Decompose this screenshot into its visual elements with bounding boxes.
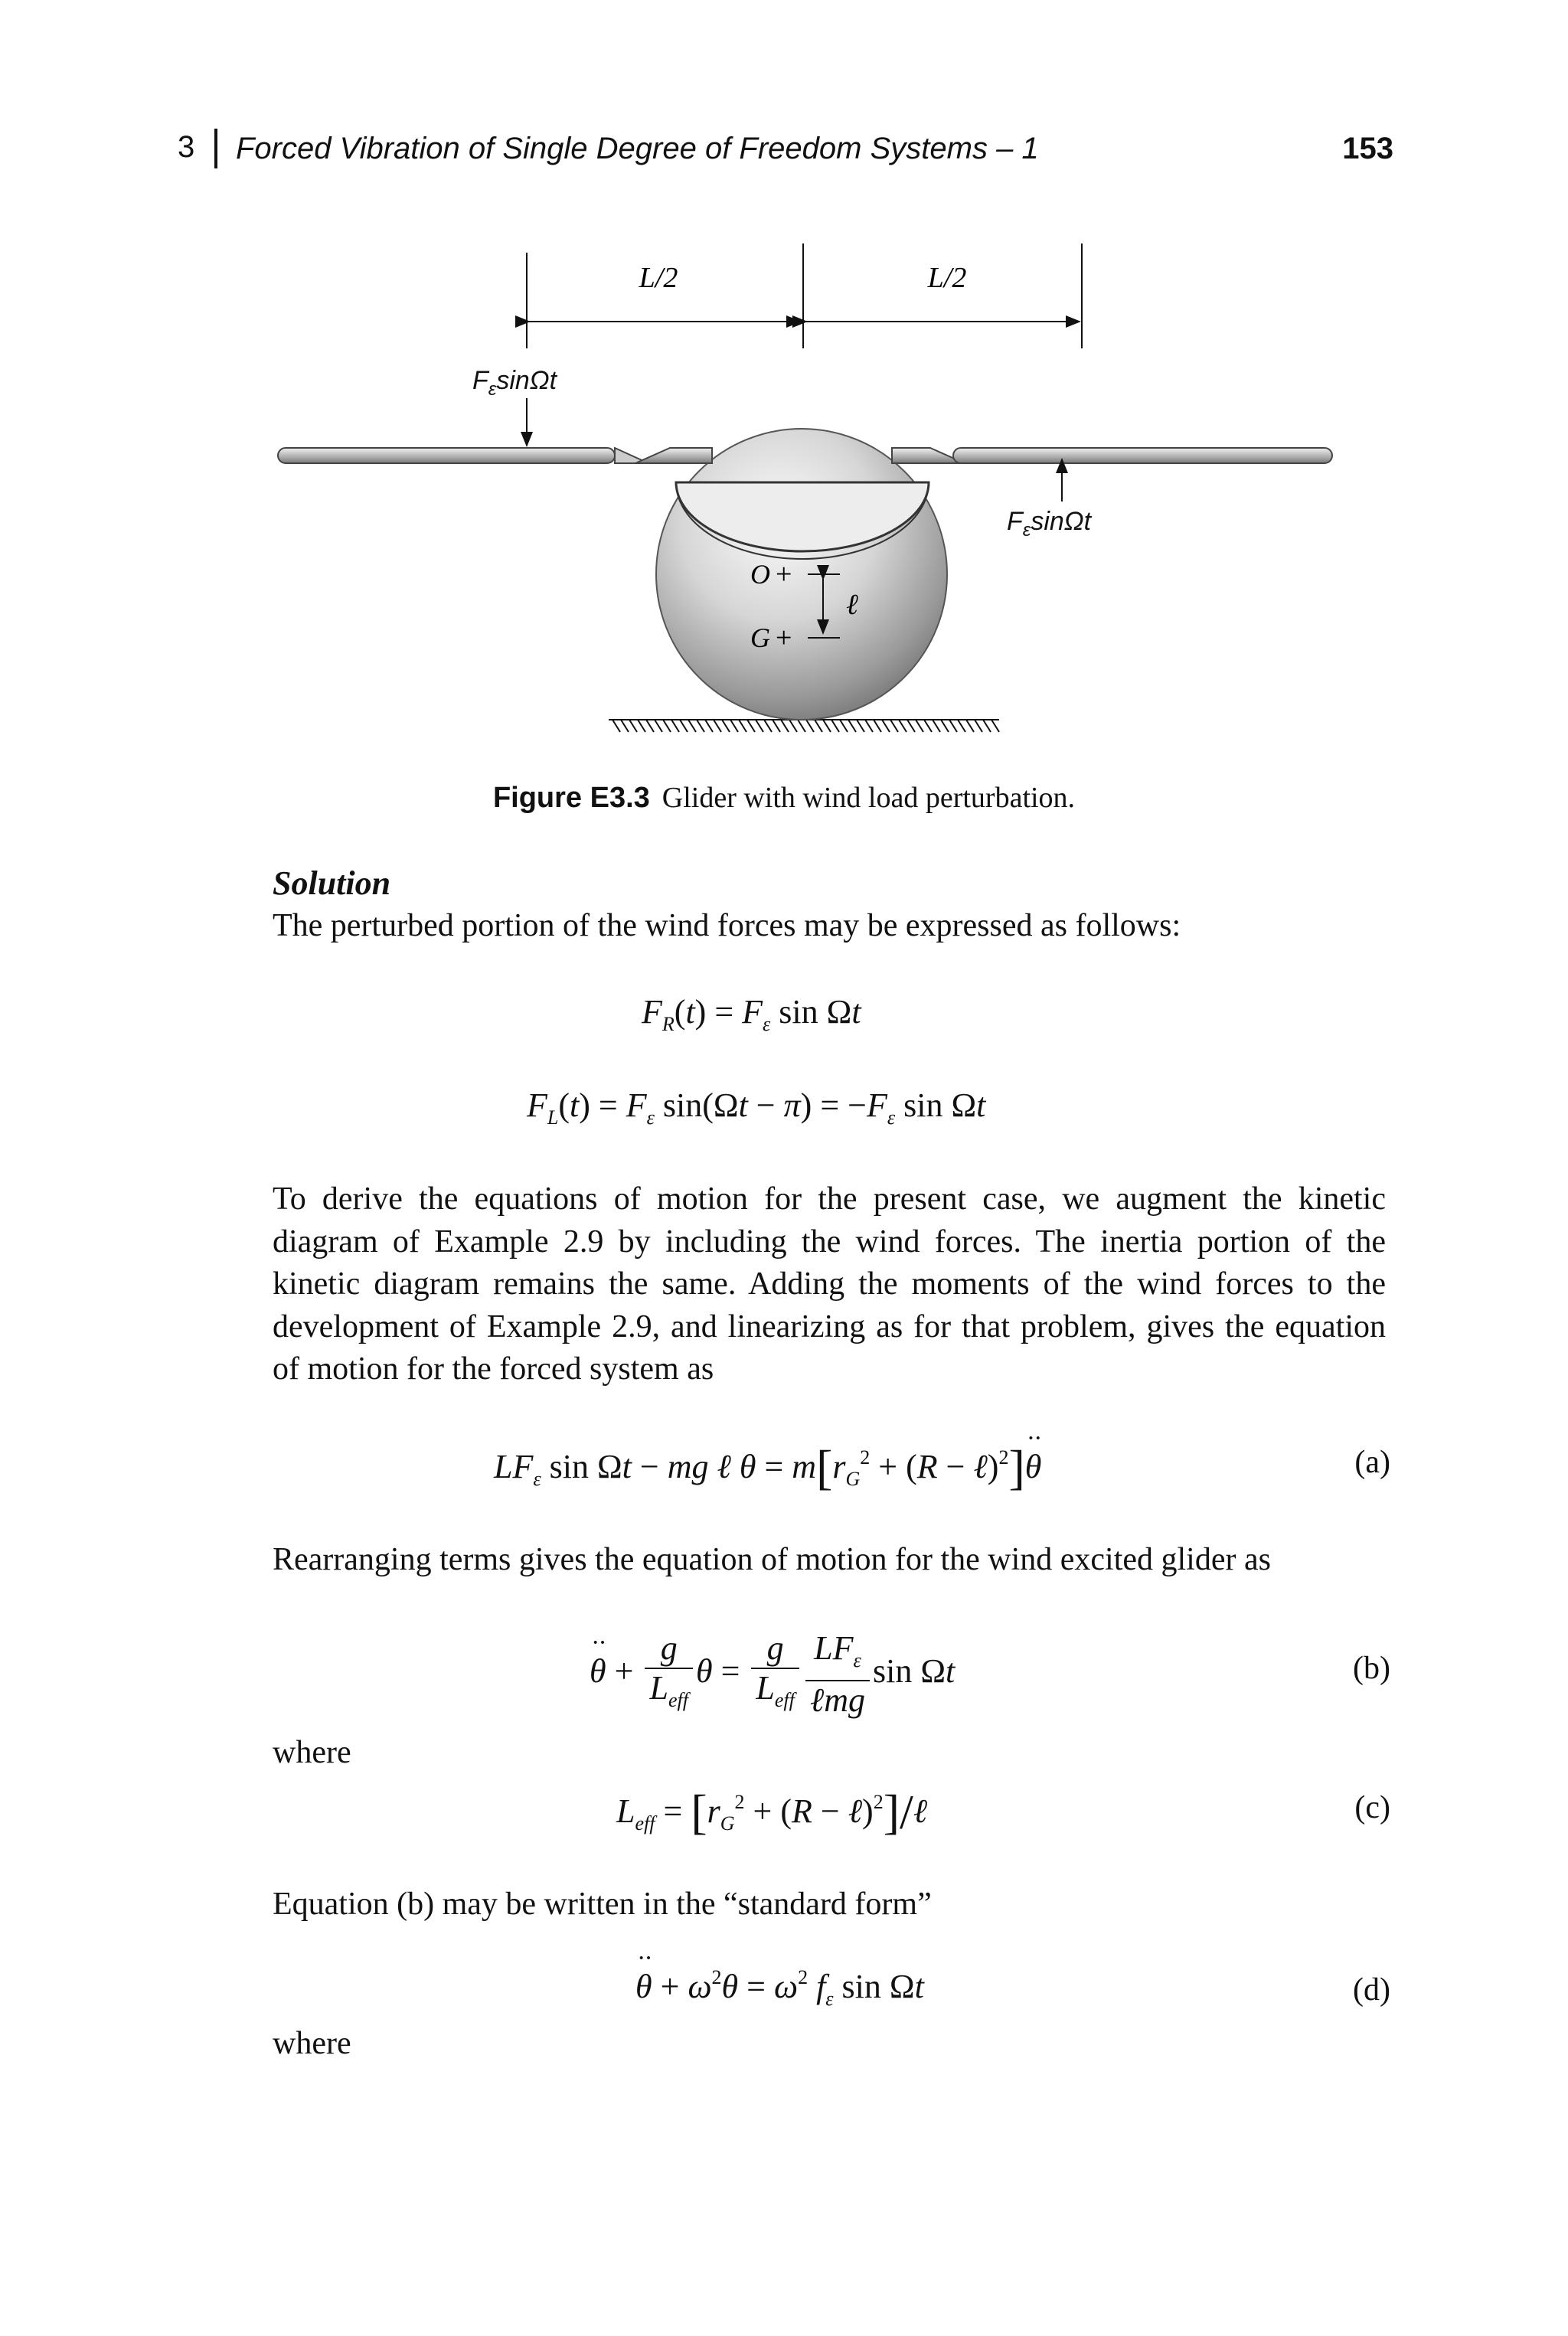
equation-fr: $F_R(t) = F_\varepsilon$ sin Ωt bbox=[642, 993, 861, 1035]
ground-hatch-line bbox=[730, 720, 738, 732]
equation-c: $L_{eff} = [r_G^2 + (R$ − ℓ)$^2$]/ℓ bbox=[616, 1785, 928, 1839]
chapter-title: Forced Vibration of Single Degree of Freedom Systems – 1 bbox=[236, 132, 1039, 165]
glider-body bbox=[656, 429, 947, 720]
ground-hatch-line bbox=[697, 720, 704, 732]
header-divider bbox=[214, 129, 217, 168]
ground-hatch-line bbox=[680, 720, 688, 732]
ground-hatch-line bbox=[781, 720, 789, 732]
ground-hatch-line bbox=[663, 720, 671, 732]
paragraph-4: Equation (b) may be written in the “standard form” bbox=[273, 1887, 932, 1922]
force-left-label: $F_\varepsilon\sin\Omega t$ bbox=[472, 366, 557, 400]
ground-hatch-line bbox=[848, 720, 856, 732]
point-g-label: G bbox=[750, 622, 770, 653]
ground-hatch-line bbox=[899, 720, 906, 732]
equation-a-label: (a) bbox=[1354, 1445, 1390, 1480]
ground-hatch-line bbox=[966, 720, 974, 732]
point-o-marker: + bbox=[776, 558, 792, 590]
ground-hatch-line bbox=[705, 720, 713, 732]
ground-hatch-line bbox=[621, 720, 629, 732]
ground-hatch-line bbox=[983, 720, 991, 732]
ground-hatch-line bbox=[646, 720, 654, 732]
ground bbox=[609, 720, 999, 732]
ground-hatch-line bbox=[722, 720, 730, 732]
ground-hatch-line bbox=[714, 720, 721, 732]
dim-label-left: L/2 bbox=[639, 262, 678, 294]
ground-hatch-line bbox=[991, 720, 999, 732]
equation-b-label: (b) bbox=[1353, 1651, 1390, 1686]
dim-label-right: L/2 bbox=[927, 262, 967, 294]
ground-hatch-line bbox=[747, 720, 755, 732]
ground-hatch-line bbox=[949, 720, 957, 732]
ground-hatch-line bbox=[882, 720, 890, 732]
paragraph-3: Rearranging terms gives the equation of motion for the wind excited glider as bbox=[273, 1542, 1271, 1577]
ground-hatch-line bbox=[933, 720, 940, 732]
ground-hatch-line bbox=[924, 720, 932, 732]
equation-d: ·· $\theta + \omega^2\theta = \omega^2$ $f_\varepsilon$ sin Ωt bbox=[635, 1966, 924, 2011]
glider-figure bbox=[272, 230, 1336, 766]
point-g-marker: + bbox=[776, 622, 792, 654]
ground-hatch-line bbox=[941, 720, 949, 732]
equation-b: ·· θ + $\frac{g}{L_{eff}}$ θ = $\frac{g}{L_{eff}}$ $\frac{LF_\varepsilon}{\text{ℓmg}}$ sin Ωt bbox=[590, 1629, 955, 1720]
figure-caption-text: Glider with wind load perturbation. bbox=[662, 782, 1076, 814]
ground-hatch-line bbox=[612, 720, 620, 732]
ground-hatch-line bbox=[798, 720, 805, 732]
where-text-1: where bbox=[273, 1735, 351, 1770]
ground-hatch-line bbox=[831, 720, 839, 732]
ground-hatch-line bbox=[671, 720, 679, 732]
ground-hatch-line bbox=[907, 720, 915, 732]
ground-hatch-line bbox=[874, 720, 881, 732]
equation-a: $LF_\varepsilon$ sin Ωt − mg ℓ $\theta = m[r_G^2 + (R$ − ℓ)$^2$]·· θ bbox=[494, 1439, 1041, 1496]
offset-label: ℓ bbox=[846, 589, 858, 621]
ground-hatch-line bbox=[739, 720, 746, 732]
ground-hatch-line bbox=[638, 720, 645, 732]
where-text-2: where bbox=[273, 2026, 351, 2061]
ground-hatch-line bbox=[857, 720, 864, 732]
paragraph-2: To derive the equations of motion for the present case, we augment the kinetic diagram of Example 2.9 by including the wind forces. The inertia portion of the kinetic diagram remains the same. Adding the moments of the wind forces to the development of Example 2.9, and linearizing as for that problem, gives the equation of motion for the forced system as bbox=[273, 1181, 1386, 1387]
ground-hatch-line bbox=[688, 720, 696, 732]
paragraph-1: The perturbed portion of the wind forces may be expressed as follows: bbox=[273, 908, 1181, 943]
point-o-label: O bbox=[750, 559, 770, 590]
equation-c-label: (c) bbox=[1354, 1790, 1390, 1825]
ground-hatch-line bbox=[890, 720, 898, 732]
equation-d-label: (d) bbox=[1353, 1972, 1390, 2008]
ground-hatch-line bbox=[806, 720, 814, 732]
page-number: 153 bbox=[1342, 132, 1393, 165]
ground-hatch-line bbox=[629, 720, 637, 732]
ground-hatch-line bbox=[840, 720, 848, 732]
ground-hatch-line bbox=[975, 720, 982, 732]
ground-hatch-line bbox=[823, 720, 831, 732]
force-right-label: $F_\varepsilon\sin\Omega t$ bbox=[1007, 507, 1092, 541]
ground-hatch-line bbox=[756, 720, 763, 732]
ground-hatch-line bbox=[815, 720, 822, 732]
figure-caption bbox=[0, 781, 1568, 815]
solution-heading: Solution bbox=[273, 864, 391, 902]
figure-caption-label: Figure E3.3 bbox=[492, 782, 650, 814]
ground-hatch-line bbox=[764, 720, 772, 732]
chapter-number: 3 bbox=[178, 130, 195, 164]
ground-hatch-line bbox=[916, 720, 923, 732]
equation-fl: $F_L(t) = F_\varepsilon$ $\sin(\Omega t - \pi) = -F_\varepsilon$ sin Ωt bbox=[527, 1086, 986, 1129]
ground-hatch-line bbox=[789, 720, 797, 732]
ground-hatch-line bbox=[865, 720, 873, 732]
ground-hatch-line bbox=[773, 720, 780, 732]
ground-hatch-line bbox=[958, 720, 965, 732]
ground-hatch-line bbox=[655, 720, 662, 732]
